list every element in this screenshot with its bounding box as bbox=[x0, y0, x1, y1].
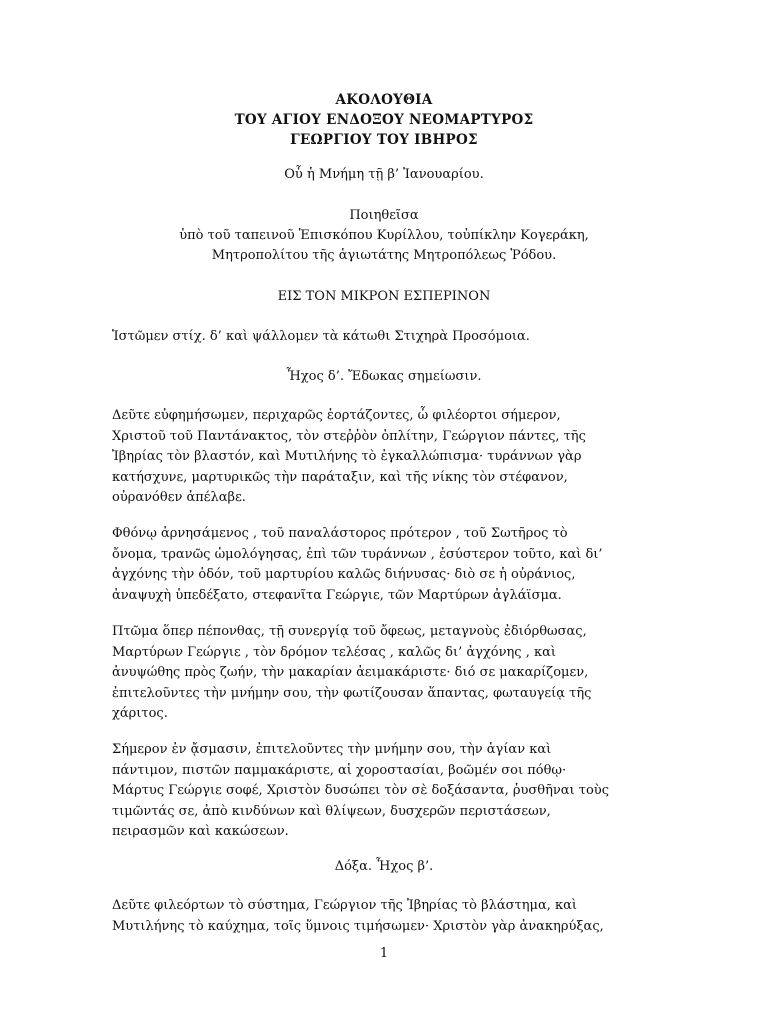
rubric-line: Ἱστῶμεν στίχ. δ’ καὶ ψάλλομεν τὰ κάτωθι Στιχηρὰ Προσόμοια. bbox=[112, 329, 530, 344]
sticheron-paragraph-5 bbox=[112, 896, 653, 937]
paragraph-line: Πτῶμα ὅπερ πέπονθας, τῇ συνεργίᾳ τοῦ ὄφεως, μεταγνοὺς ἐδιόρθωσας, bbox=[112, 624, 587, 639]
section-heading: ΕΙΣ ΤΟΝ ΜΙΚΡΟΝ ΕΣΠΕΡΙΝΟΝ bbox=[277, 289, 491, 304]
author-line-2: Μητροπολίτου τῆς ἁγιωτάτης Μητροπόλεως Ῥόδου. bbox=[211, 248, 557, 263]
sticheron-paragraph-4 bbox=[112, 740, 653, 843]
composed-by-line: Ποιηθεῖσα bbox=[349, 208, 419, 223]
paragraph-line: τιμῶντάς σε, ἀπὸ κινδύνων καὶ θλίψεων, δυσχερῶν περιστάσεων, bbox=[112, 803, 551, 819]
author-line-1: ὑπὸ τοῦ ταπεινοῦ Ἐπισκόπου Κυρίλλου, τοὐπίκλην Κογεράκη, bbox=[179, 228, 589, 243]
title-line-3: ΓΕΩΡΓΙΟΥ ΤΟΥ ΙΒΗΡΟΣ bbox=[290, 132, 478, 148]
document-title bbox=[0, 90, 768, 150]
paragraph-line: Ἰβηρίας τὸν βλαστόν, καὶ Μυτιλήνης τὸ ἐγκαλλώπισμα· τυράννων γὰρ bbox=[112, 449, 582, 464]
memory-line: Οὗ ἡ Μνήμη τῇ β’ Ἰανουαρίου. bbox=[284, 167, 484, 182]
paragraph-line: Μάρτυς Γεώργιε σοφέ, Χριστὸν δυσώπει τὸν σὲ δοξάσαντα, ῥυσθῆναι τοὺς bbox=[112, 783, 609, 798]
paragraph-line: Δεῦτε εὐφημήσωμεν, περιχαρῶς ἑορτάζοντες, ὦ φιλέορτοι σήμερον, bbox=[112, 408, 561, 423]
paragraph-line: κατήσχυνε, μαρτυρικῶς τὴν παράταξιν, καὶ τῆς νίκης τὸν στέφανον, bbox=[112, 469, 568, 485]
title-line-2: ΤΟΥ ΑΓΙΟΥ ΕΝΔΟΞΟΥ ΝΕΟΜΑΡΤΥΡΟΣ bbox=[234, 112, 534, 128]
paragraph-line: πάντιμον, πιστῶν παμμακάριστε, αἱ χοροστασίαι, βοῶμέν σοι πόθῳ· bbox=[112, 762, 567, 778]
paragraph-line: Φθόνῳ ἀρνησάμενος , τοῦ παναλάστορος πρότερον , τοῦ Σωτῆρος τὸ bbox=[112, 526, 568, 541]
paragraph-line: ἀνυψώθης πρὸς ζωήν, τὴν μακαρίαν ἀειμακάριστε· διό σε μακαρίζομεν, bbox=[112, 665, 589, 680]
paragraph-line: Σήμερον ἐν ᾄσμασιν, ἐπιτελοῦντες τὴν μνήμην σου, τὴν ἁγίαν καὶ bbox=[112, 742, 552, 757]
paragraph-line: Δεῦτε φιλεόρτων τὸ σύστημα, Γεώργιον τῆς Ἰβηρίας τὸ βλάστημα, καὶ bbox=[112, 898, 577, 913]
paragraph-line: χάριτος. bbox=[112, 706, 168, 721]
paragraph-line: πειρασμῶν καὶ κακώσεων. bbox=[112, 824, 289, 839]
title-line-1: ΑΚΟΛΟΥΘΙΑ bbox=[335, 92, 433, 108]
page-number: 1 bbox=[379, 946, 389, 961]
paragraph-line: ὄνομα, τρανῶς ὡμολόγησας, ἐπὶ τῶν τυράννων , ἐσύστερον τοῦτο, καὶ δι’ bbox=[112, 546, 603, 562]
sticheron-paragraph-1 bbox=[112, 406, 653, 509]
tone-line-1: Ἦχος δ’. Ἔδωκας σημείωσιν. bbox=[286, 369, 482, 384]
tone-line-2: Δόξα. Ἦχος β’. bbox=[334, 859, 434, 874]
paragraph-line: Μυτιλήνης τὸ καύχημα, τοῖς ὕμνοις τιμήσωμεν· Χριστὸν γὰρ ἀνακηρύξας, bbox=[112, 918, 604, 934]
paragraph-line: ἐπιτελοῦντες τὴν μνήμην σου, τὴν φωτίζουσαν ἅπαντας, φωταυγείᾳ τῆς bbox=[112, 685, 592, 701]
sticheron-paragraph-2 bbox=[112, 524, 653, 606]
paragraph-line: ἀγχόνης τὴν ὁδόν, τοῦ μαρτυρίου καλῶς διήνυσας· διὸ σε ἡ οὐράνιος, bbox=[112, 567, 576, 582]
sticheron-paragraph-3 bbox=[112, 622, 653, 725]
paragraph-line: Χριστοῦ τοῦ Παντάνακτος, τὸν στεῤῥὸν ὁπλίτην, Γεώργιον πάντες, τῆς bbox=[112, 428, 586, 444]
paragraph-line: Μαρτύρων Γεώργιε , τὸν δρόμον τελέσας , καλῶς δι’ ἀγχόνης , καὶ bbox=[112, 644, 556, 660]
paragraph-line: οὐρανόθεν ἀπέλαβε. bbox=[112, 490, 246, 505]
paragraph-line: ἀναψυχὴ ὑπεδέξατο, στεφανῖτα Γεώργιε, τῶν Μαρτύρων ἀγλάϊσμα. bbox=[112, 587, 562, 603]
